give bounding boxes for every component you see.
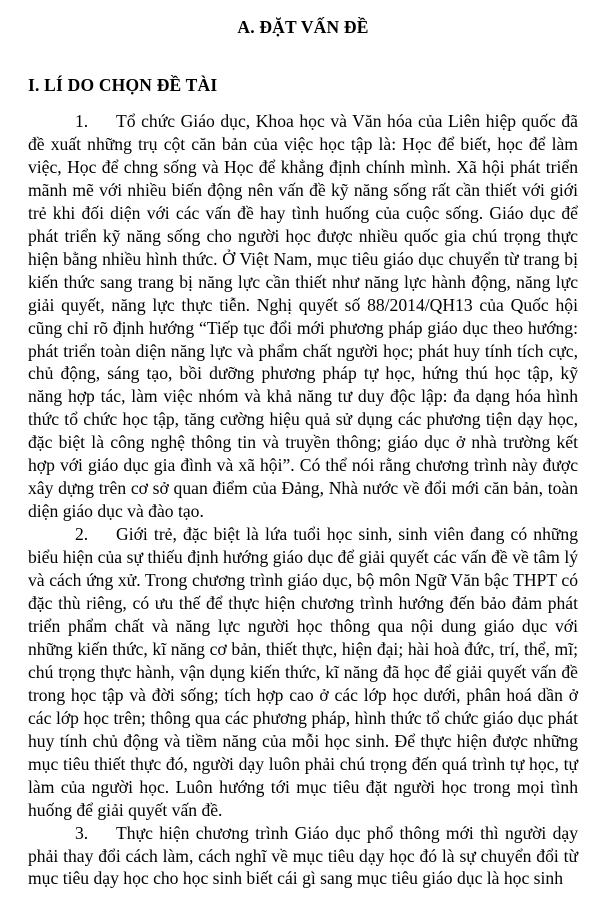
paragraph-2 — [28, 523, 578, 821]
page-title: A. ĐẶT VẤN ĐỀ — [237, 17, 369, 37]
paragraph-1-number: 1. — [75, 111, 89, 131]
paragraph-1 — [28, 110, 578, 523]
paragraph-2-number: 2. — [75, 524, 89, 545]
page-bottom-clip — [0, 912, 600, 922]
paragraph-1-text: Tổ chức Giáo dục, Khoa học và Văn hóa của Liên hiệp quốc đã đề xuất những trụ cột căn bản của việc học tập là: Học để biết, học để làm việc, Học để chng sống và Học để khẳng định chính mình. Xã hội phát triển mãnh mẽ với nhiều biến động nên vấn đề kỹ năng sống rất cần thiết với giới trẻ khi đối diện với các vấn đề hay tình huống của cuộc sống. Giáo dục để phát triển kỹ năng sống cho người học được nhiều quốc gia chú trọng thực hiện bằng nhiều hình thức. Ở Việt Nam, mục tiêu giáo dục chuyển từ trang bị kiến thức sang trang bị năng lực cần thiết như năng lực hành động, năng lực giải quyết, năng lực thực tiễn. Nghị quyết số 88/2014/QH13 của Quốc hội cũng chỉ rõ định hướng “Tiếp tục đổi mới phương pháp giáo dục theo hướng: phát triển toàn diện năng lực và phẩm chất người học; phát huy tính tích cực, chủ động, sáng tạo, bồi dưỡng phương pháp tự học, hứng thú học tập, kỹ năng hợp tác, làm việc nhóm và khả năng tư duy độc lập: đa dạng hóa hình thức tổ chức học tập, tăng cường hiệu quả sử dụng các phương tiện dạy học, đặc biệt là công nghệ thông tin và truyền thông; giáo dục ở nhà trường kết hợp với giáo dục gia đình và xã hội”. Có thể nói rằng chương trình này được xây dựng trên cơ sở quan điểm của Đảng, Nhà nước về đổi mới căn bản, toàn diện giáo dục và đào tạo. — [28, 111, 578, 522]
paragraph-3 — [28, 822, 578, 891]
section-heading: I. LÍ DO CHỌN ĐỀ TÀI — [28, 75, 218, 95]
paragraph-2-text: Giới trẻ, đặc biệt là lứa tuổi học sinh, sinh viên đang có những biểu hiện của sự thiếu định hướng giáo dục để giải quyết các vấn đề về tâm lý và cách ứng xử. Trong chương trình giáo dục, bộ môn Ngữ Văn bậc THPT có đặc thù riêng, có ưu thế để thực hiện chương trình hướng đến bảo đảm phát triển phẩm chất và năng lực người học thông qua nội dung giáo dục với những kiến thức, kĩ năng cơ bản, thiết thực, hiện đại; hài hoà đức, trí, thể, mĩ; chú trọng thực hành, vận dụng kiến thức, kĩ năng đã học để giải quyết vấn đề trong học tập và đời sống; tích hợp cao ở các lớp học dưới, phân hoá dần ở các lớp học trên; thông qua các phương pháp, hình thức tổ chức giáo dục phát huy tính chủ động và tiềm năng của mỗi học sinh. Để thực hiện được những mục tiêu thiết thực đó, người dạy luôn phải chú trọng đến quá trình tự học, tự làm của người học. Luôn hướng tới mục tiêu đặt người học trong mọi tình huống để giải quyết vấn đề. — [28, 524, 578, 820]
document-body — [28, 96, 578, 890]
paragraph-3-text: Thực hiện chương trình Giáo dục phổ thông mới thì người dạy phải thay đổi cách làm, cách nghĩ về mục tiêu dạy học đó là sự chuyển đổi từ mục tiêu dạy học cho học sinh biết cái gì sang mục tiêu giáo dục là học sinh — [28, 822, 578, 889]
paragraph-3-number: 3. — [75, 822, 89, 843]
